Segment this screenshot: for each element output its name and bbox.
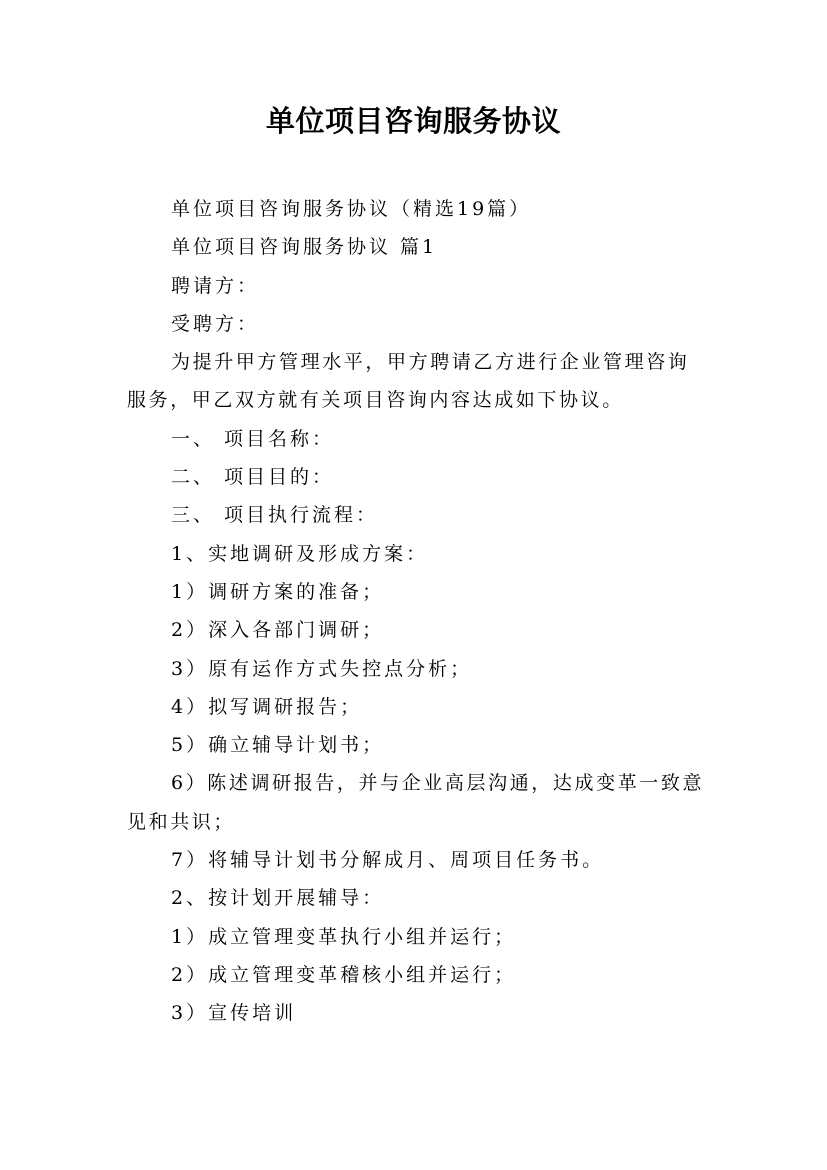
paragraph-substep: 4）拟写调研报告； bbox=[171, 695, 363, 718]
paragraph-step-1: 1、实地调研及形成方案： bbox=[171, 542, 429, 565]
paragraph-item-1: 一、 项目名称： bbox=[171, 427, 335, 450]
paragraph-intro: 为提升甲方管理水平，甲方聘请乙方进行企业管理咨询服务，甲乙双方就有关项目咨询内容达成如下协议。 bbox=[127, 351, 690, 412]
paragraph-section-heading: 单位项目咨询服务协议 篇1 bbox=[171, 236, 438, 259]
paragraph-item-2: 二、 项目目的： bbox=[171, 466, 335, 489]
paragraph-step-2: 2、按计划开展辅导： bbox=[171, 887, 385, 910]
paragraph-substep: 2）深入各部门调研； bbox=[171, 619, 385, 642]
paragraph-subtitle: 单位项目咨询服务协议（精选19篇） bbox=[171, 198, 532, 220]
paragraph-substep: 1）成立管理变革执行小组并运行； bbox=[171, 925, 517, 948]
paragraph-substep: 5）确立辅导计划书； bbox=[171, 734, 385, 757]
paragraph-substep: 3）宣传培训 bbox=[171, 1002, 297, 1025]
paragraph-substep: 2）成立管理变革稽核小组并运行； bbox=[171, 963, 517, 986]
document-body bbox=[127, 190, 707, 1033]
paragraph-substep: 7）将辅导计划书分解成月、周项目任务书。 bbox=[171, 849, 605, 872]
paragraph-substep: 6）陈述调研报告，并与企业高层沟通，达成变革一致意见和共识； bbox=[127, 772, 705, 833]
paragraph-employee: 受聘方： bbox=[171, 312, 260, 335]
document-title: 单位项目咨询服务协议 bbox=[265, 104, 561, 138]
paragraph-substep: 3）原有运作方式失控点分析； bbox=[171, 657, 473, 680]
paragraph-item-3: 三、 项目执行流程： bbox=[171, 504, 379, 527]
paragraph-employer: 聘请方： bbox=[171, 274, 260, 297]
paragraph-substep: 1）调研方案的准备； bbox=[171, 580, 385, 603]
